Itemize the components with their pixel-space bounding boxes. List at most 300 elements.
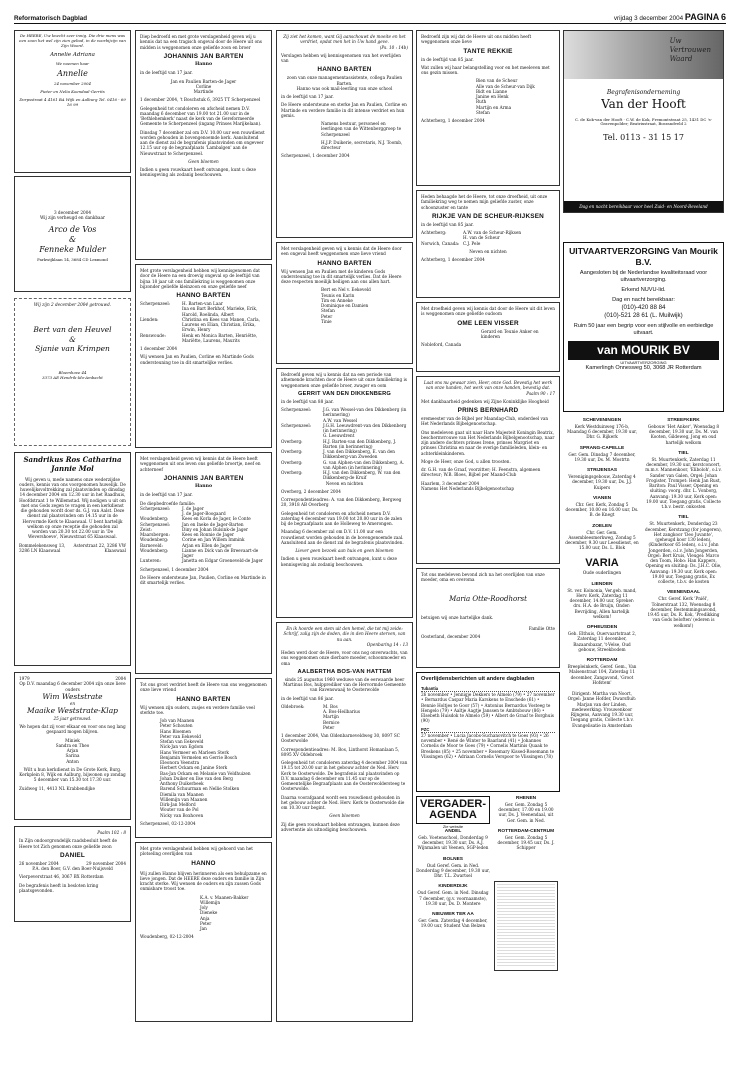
place: Renswoude: <box>140 332 166 338</box>
ad-van-mourik <box>563 242 724 412</box>
child-name: Sarina <box>65 753 80 759</box>
verse-ref: Psalm 90 : 17 <box>526 390 555 396</box>
signed-name: K.A. v. Maanen-Bakker <box>200 894 249 900</box>
place: Lienden: <box>140 316 159 322</box>
friend-name: Dirk-Jan Melford <box>160 802 196 807</box>
names: Corine en Jan Willem Immink <box>182 537 245 543</box>
listing <box>565 625 639 652</box>
city: 3373 AE Hendrik-Ido-Ambacht <box>42 375 103 381</box>
verse-ref: (Ps. 10 : 14b) <box>379 44 408 50</box>
friend-name: Herbert Ockam en Janine Sterk <box>160 765 228 771</box>
date: 1 december 2004 <box>140 346 178 351</box>
place: Scherpenzeel: <box>140 521 171 527</box>
verse-ref: Openbaring 14 : 13 <box>366 641 408 647</box>
note: Indien u geen rouwkaart heeft ontvangen, kunt u deze kennisgeving als zodanig beschouwen. <box>140 167 256 178</box>
text: Gelegenheid tot condoleren en afscheid nemen D.V. zaterdag 4 december van 19.00 tot 20.00 uur in de zalen bij de begraafplaats aan de Holleweg te Amerongen. <box>281 510 403 527</box>
deceased-name: JOHANNIS JAN BARTEN <box>163 52 244 60</box>
text: We hopen dat zij voor elkaar en voor ons nog lang gespaard mogen blijven. <box>19 724 126 735</box>
text3: Daarna voorafgaand wordt een rouwdienst gehouden in het gebouw achter de Ned. Herv. Kerk te Oosterwolde die om 10.30 uur begint. <box>281 794 405 811</box>
family-rows <box>421 230 555 246</box>
listing <box>645 515 722 584</box>
listing-title: BOLNES <box>443 856 463 862</box>
friend-name: Hans Bloemen <box>160 728 191 734</box>
names: J.G.H. Leeuwdrent-van den Dikkenberg (in herinnering) <box>323 422 407 434</box>
addr-right: Asterstraat 22, 3286 VW Klaaswaal <box>73 542 126 553</box>
names: Sandrikus Ros Catharina Jannie Mol <box>23 455 122 473</box>
friend-names <box>140 718 267 818</box>
amp: & <box>68 234 77 244</box>
names: Arjan en Ellen de Jager <box>182 542 232 548</box>
meeting-agenda <box>416 796 490 1022</box>
born: 26 november 2004 <box>19 860 59 866</box>
parents: Pieter en Nelia Koendaal-Gerrits <box>40 89 105 95</box>
name: Bien van de Scheur <box>476 78 518 84</box>
text2: Ons medeleven gaat uit naar Hare Majesteit Koningin Beatrix, beschermvrouwe van Het Nederlands Bijbelgenootschap, naar zijn andere dochters prinses Irene, prinses Margriet en prinses Christina en naar de overige familieleden, klein- en achterkleinkinderen. <box>421 429 555 456</box>
address: Correspondentieadres: A. van den Dikkenberg, Bergweg 20, 3918 AB Overberg <box>281 497 402 508</box>
listing-title: KINDERDIJK <box>438 884 468 890</box>
agenda-items <box>416 829 490 929</box>
death-notice-hanno-neighbours <box>135 842 272 1022</box>
address: Vierpeverstraat 46, 3067 BX Rotterdam <box>19 874 104 880</box>
age: in de leeftijd van 88 jaar. <box>281 398 334 404</box>
birth-notice-annelie <box>14 30 131 173</box>
place: Lunteren: <box>140 558 161 564</box>
child-name: Miniek <box>65 737 80 743</box>
friend-name: Hans Vermeer en Marleen Sterk <box>160 749 229 755</box>
death-notice-barten-parents <box>135 30 272 260</box>
family-row <box>140 317 267 333</box>
years-married: 25 jaar getrouwd. <box>53 715 92 721</box>
listing-body: Breepleinkerk, Geref. Gem., Van Malsenstraat 104, Zaterdag 11 december, Zangavond, 'Groot Hofstem' <box>567 664 637 685</box>
name1: Arco de Vos <box>48 224 97 234</box>
place <box>140 306 182 317</box>
flowers: Geen bloemen <box>329 813 360 819</box>
listing <box>565 582 639 619</box>
listing-title: ROTTERDAM-CENTRUM <box>497 828 555 834</box>
names: Diny en Johan Bulsink-de Jager <box>182 526 249 532</box>
death-notice-eekeveld <box>276 242 413 364</box>
family-row <box>281 470 408 481</box>
listing-body: Verenigingsgebouw, Zaterdag 4 december, 19.30 uur, Ds. J.J. Kuipers <box>568 474 636 490</box>
name: Tinie <box>321 318 332 324</box>
text4: Ruim 50 jaar een begrip voor een stijlvolle en eerbiedige uitvaart. <box>573 322 714 336</box>
friend-name: Barend Schuurman en Nellie Stolken <box>160 786 240 792</box>
names: C.J. Pele <box>463 240 481 246</box>
phone1: (010)-420 88 84 <box>621 304 666 312</box>
nephews: Neven en nichten <box>469 248 507 254</box>
wedding-notice-vandenheuvel <box>14 298 131 446</box>
text: Wat zullen wij haar belangstelling voor en het meeleven met ons gezin missen. <box>421 64 550 75</box>
verse: En ik hoorde een stem uit den hemel, die tot mij zeide: Schrijf, zalig zijn de doden, die in den Heere sterven, van nu aan. <box>283 626 406 642</box>
signed-name: Jan <box>200 926 207 931</box>
name: Teunis en Karin <box>321 292 355 298</box>
org: Namens Het Nederlands Bijbelgenootschap <box>421 485 515 491</box>
death-notice-school <box>276 30 413 238</box>
listing <box>416 829 490 851</box>
listing <box>565 658 639 685</box>
phone: Tel. 0113 - 31 15 17 <box>603 133 684 143</box>
intro: Met droefheid geven wij kennis dat door de Heere uit dit leven is weggenomen onze geliefde oudoom <box>421 306 555 317</box>
name: Stefan <box>476 109 490 115</box>
death-notice-barten-dejager <box>135 452 272 674</box>
names: Martijn <box>323 714 339 720</box>
deceased-name: HANNO BARTEN <box>176 695 231 703</box>
names: Kees en Korla de Jager, Ie Conte <box>182 516 251 522</box>
family-row <box>281 407 408 418</box>
title: UITVAARTVERZORGING Van Mourik B.V. <box>569 246 718 267</box>
date: Scherpenzeel, 1 december 2004 <box>281 153 350 159</box>
street: Bloemhove 44 <box>58 370 87 376</box>
date: Achterberg, 1 december 2004 <box>421 118 485 123</box>
listing <box>416 884 490 906</box>
names: J. van den Dikkenberg, E. van den Dikkenberg-van Zweeden <box>323 449 396 460</box>
name: Dominique en Damien <box>321 303 369 308</box>
child-name: Arjan <box>66 748 79 753</box>
text2: Gelegenheid tot condoleren zaterdag 4 december 2004 van 19.15 tot 20.00 uur in het gebouw achter de Ned. Herv. Kerk te Oosterwolde. De begrafenis zal plaatsvinden op D.V. maandag 6 december om 11.45 uur op de Gemeentelijke Begraafplaats aan de Oosterwoldersteeg te Oosterwolde. <box>281 760 408 792</box>
intro: Bedroefd zijn wij dat de Heere uit ons midden heeft weggenomen onze lieve <box>421 34 532 45</box>
intro: Met verslagenheid geven wij u kennis dat de Heere door een ongeval heeft weggenomen onze lieve vriend <box>281 246 402 257</box>
family-row <box>140 558 267 563</box>
listing-title: TIEL <box>678 515 689 521</box>
sub: Begrafenisonderneming <box>606 89 681 96</box>
names: H. van de Scheur <box>463 235 500 241</box>
listing-body: St. Muurtenkerk, Zaterdag 11 december, 19.30 uur, kerstconcert, m.m.v. Mannenkoor, 'Eliboloh', o.l.v. Sander van Galen, Orgel: Johan Frogister, Trompet: Henk Jan Rust, Bariton: Paul Visser, Opening en sluiting: voorg. dhr. L. Vonborg, Aanvang: 19.30 uur, Kerk open: 19.00 uur, Toegang gratis, Collecte t.b.v. bestr. onkosten <box>645 456 722 510</box>
name: Bidt en Lianne <box>476 88 508 94</box>
listing-body: Gebouw 'Het Anker', Woensdag 8 december, 19.30 uur, Ds. M. van Kooten, Gildeweg, Jong en oud hartelijk welkom <box>647 423 720 445</box>
family-row <box>281 439 408 450</box>
logo: van MOURIK BV <box>568 341 719 360</box>
addr-left: Bommelekensweg 13, 3286 LN Klaaswaal <box>19 542 66 553</box>
name: Peter <box>321 313 333 319</box>
place: Scherpenzeel: <box>140 301 171 306</box>
place <box>281 725 323 730</box>
deceased-name: RIJKJE VAN DE SCHEUR-RIJKSEN <box>431 212 544 220</box>
death-notice-barten-friends <box>135 678 272 838</box>
age: in de leeftijd van 86 jaar. <box>281 695 334 701</box>
listing-title: STREEFKERK <box>667 418 700 423</box>
date: Oosterland, december 2004 <box>421 633 481 639</box>
friend-name: Nicky van Boxhoven <box>160 812 204 818</box>
year-start: 1979 <box>19 676 30 681</box>
condolence-text: Gelegenheid tot condoleren en afscheid nemen D.V. maandag 6 december van 19.00 tot 21.00 uur in de 'Bethlehemkerk' naast de kerk van de Gereformeerde Gemeente te Scherpenzeel (ingang Prinses Marijkelaan). <box>140 105 262 127</box>
listing-title: ZOELEN <box>592 523 612 529</box>
name: Maria Otte-Roodhorst <box>449 594 527 603</box>
name: Ruth <box>476 99 487 105</box>
family-label: De diepbedroefde familie: <box>140 500 196 506</box>
names: Lianne en Dick van de Breevaart-de Jager <box>182 547 259 559</box>
listing <box>565 468 639 490</box>
listing-title: SPRANG-CAPELLE <box>579 445 625 451</box>
place: Nobleford, Canada <box>421 342 462 347</box>
section-title: Overlijdensberichten uit andere dagbladen <box>421 676 535 682</box>
deceased-name: GERRIT VAN DEN DIKKENBERG <box>297 390 392 397</box>
place: Overberg: <box>281 459 303 465</box>
paper-name: Reformatorisch Dagblad <box>14 15 88 23</box>
age: in de leeftijd van 85 jaar. <box>421 56 474 62</box>
listing <box>494 829 558 851</box>
text: De Heere ondersteune Jan, Paulien, Corline en Martinde in dit smartelijk verlies. <box>140 574 266 586</box>
paper-deaths: 26 november • Jennigje Dekkers te Almelo (79) • 27 november • Bernardus Caspar Maria Karskens te Enschede (61) • Bennie Holtjes te Goor (57) • Antonius Bernardus Vosteeg te Hengelo (79) • Aaltje Aagtje Janssen te Ambtsbouw (86) • Elsebeth Huisdok te Almelo (59) • Albert de Graaf te Borghuis (90) <box>421 692 555 724</box>
names: G. van Alphen-van den Dikkenberg, A. van Alphen (in herinnering) <box>323 459 404 470</box>
names <box>281 287 408 324</box>
listing <box>565 524 639 551</box>
death-notice-leen-visser <box>416 302 560 372</box>
listing <box>645 418 722 445</box>
note: De begrafenis heeft in besloten kring plaatsgevonden. <box>19 882 99 893</box>
friend-name: Peter van Eekeveld <box>160 733 201 739</box>
date-address: 1 december 2004, 't Boschstuk 6, 3925 TT Scherpenzeel <box>140 97 261 103</box>
listing <box>565 418 639 440</box>
listing-title: ROTTERDAM <box>586 658 618 664</box>
listing <box>494 796 558 823</box>
listing-body: Oud Geref. Gem. in Ned. Donderdag 9 december, 19.30 uur, Dhr. T.L. Zwartsel <box>416 862 490 879</box>
text3: Dag en nacht bereikbaar: <box>612 297 675 304</box>
age: in de leeftijd van 17 jaar. <box>281 94 334 99</box>
verse: Zij ziet het komen, want Gij aanschouwt de moeite en het verdriet, opdat men het in Uw hand geve. <box>283 34 406 45</box>
listing-body: Chr. Geref. Kerk 'Pniël', Tolnerstraat 132, Woensdag 8 december, Bestemmingsavond, 19.45 uur, Ds. R. Kok, 'Predikking van Gods beloften' (ederen is welkom!) <box>647 596 720 628</box>
place: Barneveld: <box>140 542 164 548</box>
names: Kees en Ronnie de Jager <box>182 532 235 538</box>
names: H.J. van den Dikkenberg, W. van den Dikkenberg-de Kruif <box>323 470 401 481</box>
friend-name: Willemijn van Maanen <box>160 796 208 802</box>
text: In Zijn ondoorgrondelijk raadsbesluit heeft de Heere tot Zich genomen onze geliefde zoon <box>19 838 118 849</box>
signed-names <box>140 895 267 932</box>
family-rows <box>281 704 408 730</box>
listing-title: VIANEN <box>592 495 612 501</box>
wedding-notice-devos <box>14 176 131 292</box>
intro: Op D.V. maandag 6 december 2004 zijn onze lieve ouders <box>19 681 126 692</box>
listing <box>565 557 639 576</box>
death-notice-bos <box>276 622 413 1022</box>
verse: Laat ons nu gewaar zien, Heer, onze God. Bevestig het werk van onze handen, het werk van onze handen, bevestig dat. <box>423 380 553 391</box>
page-date: vrijdag 3 december 2004 PAGINA 6 <box>613 11 726 22</box>
church-listings-1 <box>563 418 641 1022</box>
nickname: Hanno <box>194 61 213 67</box>
address: C. de Kok-van der Hooft · C.W. de Kok, Fremontstraat 25, 1431 DC 's-Gravenpolder; Beatrixstraat, Bosrandveld 2 <box>575 116 712 127</box>
family-row <box>281 449 408 460</box>
line1: Wij zijn 2 december 2004 getrouwd. <box>33 302 112 307</box>
address: Zuidweg 11, 4413 NL Krabbendijke <box>19 785 95 791</box>
paper-sections <box>421 686 555 759</box>
slogan-2: Vertrouwen <box>669 46 711 55</box>
listing-body: Geb. Elthuis, Ouervaartstraat 2, Zaterdag 11 december, Bazaarsbazar, 't-Velse, Oud gebouw, Streekbodem <box>567 631 637 652</box>
names: Henk en Monica Barten, Henriëtte, Mariëtte, Laurens, Maurits <box>182 332 258 343</box>
year-end: 2004 <box>115 676 126 681</box>
death-notice-rijkje <box>416 190 560 298</box>
church-items <box>565 418 639 728</box>
family-member: Corline <box>195 83 212 89</box>
intro: Bedroefd geven wij u kennis dat na een periode van afnemende krachten door de Heere uit onze familiekring is weggenomen onze geliefde broer, zwager en oom <box>281 372 407 388</box>
listing-body: Dirigent: Martha van Noort, Orgel: Janne Hofder, Dwarsfluit: Marjan van der Linden, medewerking: Vrouwenkoor Rijngens, Aanvang 19.30 uur, Toegang gratis, Collecte t.b.v. Evangelisatie in Amsterdam <box>567 691 637 728</box>
place: Achterberg: <box>421 230 447 235</box>
listing-title: LIENDEN <box>591 581 613 587</box>
slogan-1: Uw <box>669 37 682 45</box>
note: Zij die geen rouwkaart hebben ontvangen, kunnen deze advertentie als uitnodiging beschouwen. <box>281 821 400 832</box>
family-row <box>140 548 267 559</box>
names: M. Bos <box>323 703 338 709</box>
agenda-title: VERGADER-AGENDA <box>416 796 490 824</box>
listing-title: SCHEVENINGEN <box>582 418 622 423</box>
listing-title: OPHEUSDEN <box>586 625 618 631</box>
text1: zoon van onze managementassistente, collega Paulien Barten. <box>286 75 403 86</box>
names: J.G. van Wessel-van den Dikkenberg (in herinnering) <box>323 407 407 418</box>
listing-body: Oud Geref. Gem. in Ned. Dinsdag 7 december, (g.v. voornaamste), 19.30 uur, Ds. D. Montere <box>417 890 489 906</box>
listing <box>565 691 639 728</box>
slogan-3: Waard <box>669 55 693 64</box>
names: Ina en Bart Berkhof, Marieke, Erik, Harold, Roelinda, Albert <box>182 306 258 317</box>
place: Oldebroek: <box>281 703 305 709</box>
date: Scherpenzeel, 1 december 2004 <box>140 566 209 572</box>
friend-name: Johan Duiker en Ilse van den Berg <box>160 775 233 781</box>
deceased-name: HANNO BARTEN <box>317 66 372 74</box>
friend-name: Stefan van Eekeveld <box>160 739 204 744</box>
death-notice-barten-grandparents <box>135 264 272 448</box>
addresses <box>19 543 126 554</box>
names: H. Barten-van Laar <box>182 301 223 306</box>
family-row <box>421 241 555 246</box>
intro: Heden werd door de Heere, voor ons nog onverwachts, van ons weggenomen onze dierbare moeder, schoonmoeder en oma <box>281 650 408 666</box>
date-line: 3 december 2004 <box>53 210 92 215</box>
place: Overberg: <box>281 470 303 476</box>
ad-van-der-hooft <box>563 30 724 213</box>
names: J. de Jager-Boogaard <box>182 511 226 517</box>
names: G. Leeuwdrent <box>323 433 355 439</box>
amp: & <box>69 334 76 344</box>
friend-name: Job van Maanen <box>160 718 195 723</box>
name2: Sjanie van Krimpen <box>35 344 110 353</box>
signed-name: Dieneke <box>200 910 218 916</box>
death-notice-dikkenberg <box>276 368 413 618</box>
intro: Met verslagenheid geven wij kennis dat de Heere heeft weggenomen uit ons leven ons geliefde broertje, neef en achterneef <box>140 456 261 472</box>
deceased-name: OME LEEN VISSER <box>457 319 519 327</box>
signed-name: Willemijn <box>200 899 221 905</box>
listing-body: Chr. Ger. Gem. Assembleesmerkweg, Zondag 5 december, 9.30 uur Leesdienst, en 15.00 uur, Ds. L. Blok <box>565 529 639 551</box>
text: sinds 25 augustus 1960 weduwe van de eerwaarde heer Martinus Bos, hulpprediker van de Hervormde Gemeente van Ravenswaaij te Oosterwolde <box>283 676 406 693</box>
signed: Familie Otte <box>528 625 555 631</box>
signed-name: Anja <box>200 915 210 921</box>
place: Overberg: <box>281 438 303 444</box>
bottom-bar: Dag en nacht bereikbaar voor heel Zuid- en Noord-Beveland <box>564 201 723 212</box>
friend-name: Diemila van Maanen <box>160 791 204 797</box>
page-header <box>14 10 726 24</box>
friend-name: Eleonora Veenstra <box>160 760 200 765</box>
thanks-otte <box>416 568 560 668</box>
names: A. Bos-Heilbarius <box>323 709 361 715</box>
nickname: Hanno <box>194 483 213 489</box>
date: Scherpenzeel, 02-12-2004 <box>140 820 196 826</box>
text2: Erkend NUVU-lid. <box>621 287 666 294</box>
text: Wij zijn verheugd en dankbaar <box>39 215 106 221</box>
deceased-name: TANTE REKKIE <box>463 47 513 55</box>
listing-title: ANDEL <box>444 829 462 834</box>
birth-date: 24 november 2004 <box>53 81 92 87</box>
text2: Hanno was ook mail-leerling van onze school <box>296 85 393 91</box>
age: in de leeftijd van 17 jaar. <box>140 492 193 498</box>
intro: Tot ons groot verdriet heeft de Heere van ons weggenomen onze lieve vriend <box>140 682 267 693</box>
marriage-notice-ros <box>14 452 131 666</box>
family <box>140 79 267 95</box>
agenda-sub: Zie website <box>442 824 464 829</box>
child-name: Anton <box>66 758 79 764</box>
listing <box>416 857 490 879</box>
listing-title: VARIA <box>585 556 619 569</box>
parents: P.A. den Boer, G.V. den Boer-Nuijsveld <box>32 866 113 871</box>
death-notice-daniel <box>14 826 131 922</box>
text: Wij zullen Hanno blijven herinneren als een behulpzame en lieve jongen. Dat de HEERE deze ouders en familie in Zijn kracht sterke. Wij wensen de ouders en zijn zussen Gods onmisbare troost toe. <box>140 870 267 892</box>
family-rows <box>281 407 408 481</box>
notice-prins-bernhard <box>416 376 560 564</box>
listing-title: RHENEN <box>515 796 537 801</box>
listing-title: TIEL <box>678 450 689 456</box>
nephews: Neven en nichten <box>325 480 364 486</box>
family-row <box>281 423 408 434</box>
name: Tim en Anneke <box>321 297 353 303</box>
intro: Diep bedroefd en met grote verslagenheid geven wij u kennis dat na een tragisch ongeval door de Heere uit ons midden is weggenomen onze geliefde zoon en broer <box>140 34 262 50</box>
name: Alle van de Scheur-van Dijk <box>476 83 535 89</box>
intro: Met grote verslagenheid hebben wij kennisgenomen dat door de Heere na een droevig ongeval op de leeftijd van bijna 18 jaar uit ons familiekring is weggenomen onze bijzonder geliefde kleinzoon en onze geliefde neef <box>140 268 260 289</box>
address: Dorpsstraat 4 4161 BA Wijk en Aalburg Tel. 0416 - 69 16 99 <box>19 97 126 107</box>
friend-name: Nick-Jan van Egdom <box>160 744 204 750</box>
death-notice-tante-rekkie <box>416 30 560 186</box>
deaths-other-papers <box>416 672 560 792</box>
signed-name: Joly <box>200 905 208 910</box>
text1: eremeester van de Bijbel per Maandag-Club, onderdeel van Het Nederlands Bijbelgenootschap. <box>421 416 549 427</box>
flowers: Liever geen bezoek aan huis en geen bloemen <box>295 548 394 554</box>
deceased-name: PRINS BERNHARD <box>457 407 519 414</box>
text: Wij wensen zijn ouders, zusjes en verdere familie veel sterkte toe. <box>140 704 255 715</box>
text3: Moge de Heer, onze God, u allen troosten. <box>421 458 511 464</box>
listing-title: STRIJENSAS <box>586 468 618 474</box>
company-name: Van der Hooft <box>601 96 686 111</box>
verse: De HEERE, Uw knecht zeer innig. Die drie mens was een zoon het wel zijn zien gebod, in de voorbijzijn van Zijn Woord. <box>19 33 126 48</box>
listing-body: Geb. Voetenschool, Donderdag 9 december, 19.30 uur, Ds. A.J. Wijnmalen uit Veenen, SGP-leden <box>417 834 489 851</box>
name: Bert en Nel v. Eekeveld <box>321 287 371 293</box>
died: 29 november 2004 <box>86 860 126 866</box>
date-address: 1 december 2004, Van Oldenbarneveldweg 30, 8097 SC Oosterwolde <box>281 733 400 744</box>
names: Bernice <box>323 719 340 725</box>
text: Wij wensen Jan en Paulien, Corline en Martinde Gods ondersteuning toe in dit smartelijke verlies. <box>140 354 254 365</box>
paper-deaths: 27 november • Lucia Jacobs-Suchanovitch te Goes (93) • 26 november • René de Winter te Baarland (41) • Johannes Cornelis de Moor te Goes (79) • Cornelis Martinis Quaak te Breskens (85) • 25 november • Rosemary Kissed-Rosemann te Vlissingen (62) • Adriaan Cornelis Verspoor te Vlissingen (78) <box>421 732 555 759</box>
listing <box>416 912 490 928</box>
intro: Tot ons medeleven bevond zich na het overlijden van onze moeder, oma en overoma <box>421 572 545 583</box>
names: J. de Jager <box>182 505 204 511</box>
deceased-name: AALBERTHA BOS-VAN HATTEM <box>297 668 392 675</box>
friend-name: Benjamin Vermelen en Gerrie Bosch <box>160 754 238 760</box>
meeting-agenda-2 <box>492 796 560 1022</box>
names: H.J. Barten-van den Dikkenberg, J. Barten (in herinnering) <box>323 438 397 449</box>
place: Zeist: <box>140 526 152 532</box>
signed: dr. G.H. van de Graaf, voorzitter; H. Feenstra, algemeen directeur; W.B. Bloes, Bijbel per Maand-Club <box>421 467 541 478</box>
name: Stefan <box>321 308 335 314</box>
names: A.W. van Wessel <box>323 417 358 423</box>
listing-body: Ger. Gem. Zaterdag 4 december, 19.00 uur, Student Van Belzen <box>418 918 488 929</box>
logo-sub: UITVAARTVERZORGING <box>620 359 667 365</box>
date: Haarlem, 3 december 2004 <box>421 480 480 486</box>
listing-body: Oude ouderlingen <box>582 570 622 576</box>
we-call-her: We noemen haar <box>55 60 90 66</box>
text: Wij geven u, mede namens onze wederzijdse ouders, kennis van ons voorgenomen huwelijk. De huwelijksvoltrekking zal plaatsvinden op dinsdag 14 december 2004 om 12.30 uur in het Raadhuis, Hoofdstraat 1 te Willemstad. Wij nodigen u uit om met ons Gods zegen te vragen in een kerkdienst die gehouden wordt door ds. G.J. van Aalst. Deze dienst zal plaatsvinden om 14.15 uur in de Hervormde Kerk te Klaaswaal. U bent hartelijk welkom op onze receptie die gehouden zal worden van 20.30 tot 22.00 uur in 'De Wevershoeve', Nieuwstraat 65 Klaaswaal. <box>19 476 126 540</box>
names: Janetta en Edgar Groeneveld-de Jager <box>182 558 263 564</box>
friend-name: Wouter van de Pol <box>160 807 199 813</box>
place: Scherpenzeel: <box>281 422 312 428</box>
phone2: (010)-521 28 61 (L. Muilwijk) <box>604 312 683 320</box>
deceased-name: JOHANNIS JAN BARTEN <box>163 474 244 482</box>
en: en <box>69 701 76 707</box>
listing <box>645 590 722 627</box>
board: Namens bestuur, personeel en leerlingen van de Wittenberggroep te Scherpenzeel <box>321 121 402 137</box>
address: Correspondentieadres: M. Bos, Linthorst Homanlaan 5, 8095 XV Oldebroek <box>281 746 400 757</box>
text1: Aangesloten bij de Nederlandse kwaliteitsraad voor uitvaartverzorging. <box>579 270 708 284</box>
